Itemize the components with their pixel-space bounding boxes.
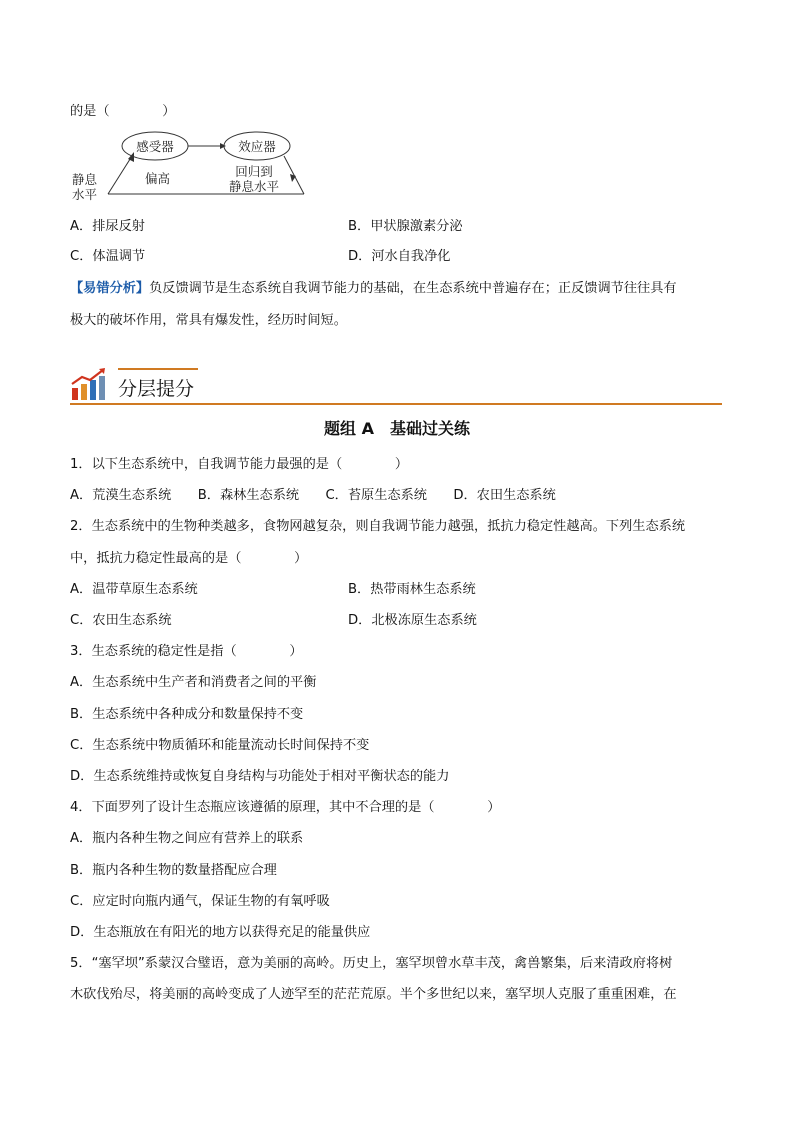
question-stem-tail: 的是（ ） [70, 104, 176, 119]
q3-option-c: C．生态系统中物质循环和能量流动长时间保持不变 [70, 738, 370, 753]
q1-options: A．荒漠生态系统 B．森林生态系统 C．苔原生态系统 D．农田生态系统 [70, 488, 556, 503]
q2-stem-2: 中，抵抗力稳定性最高的是（ ） [70, 551, 308, 566]
high-label: 偏高 [145, 171, 171, 186]
q2-option-d: D．北极冻原生态系统 [348, 613, 477, 628]
q5-stem-1: 5．“塞罕坝”系蒙汉合璧语，意为美丽的高岭。历史上，塞罕坝曾水草丰茂，禽兽繁集，后来清政府将树 [70, 956, 673, 971]
return-label-1: 回归到 [235, 164, 273, 179]
q4-stem: 4．下面罗列了设计生态瓶应该遵循的原理，其中不合理的是（ ） [70, 800, 501, 815]
chart-growth-icon [70, 368, 108, 402]
section-title: 分层提分 [118, 378, 195, 400]
analysis-tag: 【易错分析】 [70, 281, 150, 296]
option-a: A．排尿反射 [70, 219, 145, 234]
q3-option-a: A．生态系统中生产者和消费者之间的平衡 [70, 675, 317, 690]
rest-label-2: 水平 [72, 187, 98, 202]
q3-option-b: B．生态系统中各种成分和数量保持不变 [70, 707, 304, 722]
q4-option-b: B．瓶内各种生物的数量搭配应合理 [70, 863, 277, 878]
group-title: 题组 A 基础过关练 [324, 419, 470, 438]
option-c: C．体温调节 [70, 249, 146, 264]
rest-label-1: 静息 [72, 172, 98, 187]
q3-stem: 3．生态系统的稳定性是指（ ） [70, 644, 303, 659]
analysis-text-1: 负反馈调节是生态系统自我调节能力的基础，在生态系统中普遍存在；正反馈调节往往具有 [149, 281, 677, 296]
section-top-rule [118, 368, 198, 370]
effector-label: 效应器 [238, 139, 276, 154]
q3-option-d: D．生态系统维持或恢复自身结构与功能处于相对平衡状态的能力 [70, 769, 450, 784]
q2-stem-1: 2．生态系统中的生物种类越多，食物网越复杂，则自我调节能力越强，抵抗力稳定性越高。下列生态系统 [70, 519, 686, 534]
q2-option-a: A．温带草原生态系统 [70, 582, 198, 597]
option-d: D．河水自我净化 [348, 249, 451, 264]
q2-option-b: B．热带雨林生态系统 [348, 582, 476, 597]
q4-option-c: C．应定时向瓶内通气，保证生物的有氧呼吸 [70, 894, 330, 909]
sensor-label: 感受器 [136, 139, 174, 154]
analysis-line-1 [70, 280, 677, 298]
analysis-line-2: 极大的破坏作用，常具有爆发性，经历时间短。 [70, 313, 347, 328]
q4-option-d: D．生态瓶放在有阳光的地方以获得充足的能量供应 [70, 925, 371, 940]
q2-option-c: C．农田生态系统 [70, 613, 172, 628]
q4-option-a: A．瓶内各种生物之间应有营养上的联系 [70, 831, 304, 846]
feedback-diagram [70, 126, 320, 202]
q5-stem-2: 木砍伐殆尽，将美丽的高岭变成了人迹罕至的茫茫荒原。半个多世纪以来，塞罕坝人克服了重重困难，在 [70, 987, 677, 1002]
option-b: B．甲状腺激素分泌 [348, 219, 463, 234]
section-rule [70, 403, 722, 405]
q1-stem: 1．以下生态系统中，自我调节能力最强的是（ ） [70, 457, 409, 472]
return-label-2: 静息水平 [228, 179, 280, 194]
